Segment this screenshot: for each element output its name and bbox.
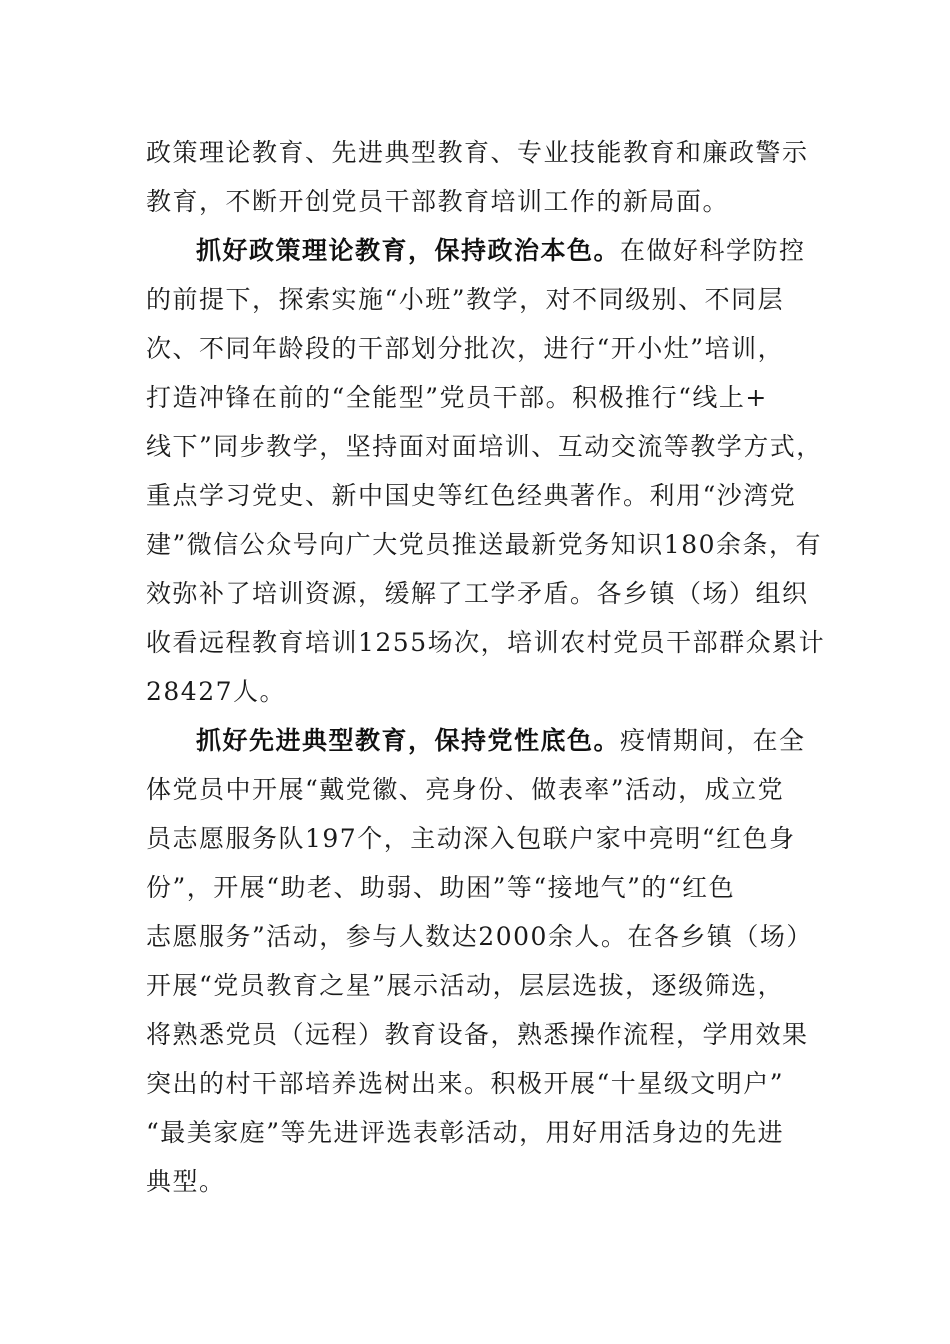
text-line: 开展“党员教育之星”展示活动，层层选拔，逐级筛选， bbox=[146, 971, 785, 1000]
text-span: 在做好科学防控 bbox=[620, 236, 806, 265]
text-line: 典型。 bbox=[146, 1167, 226, 1196]
text-line: 的前提下，探索实施“小班”教学，对不同级别、不同层 bbox=[146, 285, 785, 314]
text-line: 建”微信公众号向广大党员推送最新党务知识180余条，有 bbox=[146, 530, 823, 559]
text-line: 将熟悉党员（远程）教育设备，熟悉操作流程，学用效果 bbox=[146, 1020, 809, 1049]
paragraph-heading-line bbox=[196, 726, 806, 756]
text-line: 打造冲锋在前的“全能型”党员干部。积极推行“线上+ bbox=[146, 383, 768, 412]
paragraph-heading-line bbox=[196, 236, 806, 266]
text-line: 重点学习党史、新中国史等红色经典著作。利用“沙湾党 bbox=[146, 481, 797, 510]
paragraph-heading: 抓好先进典型教育，保持党性底色。 bbox=[196, 726, 621, 755]
text-line: 体党员中开展“戴党徽、亮身份、做表率”活动，成立党 bbox=[146, 775, 785, 804]
text-line: 线下”同步教学，坚持面对面培训、互动交流等教学方式， bbox=[146, 432, 823, 461]
text-line: 政策理论教育、先进典型教育、专业技能教育和廉政警示 bbox=[146, 138, 809, 167]
text-span: 疫情期间，在全 bbox=[620, 726, 806, 755]
text-line: 突出的村干部培养选树出来。积极开展“十星级文明户” bbox=[146, 1069, 785, 1098]
text-line: “最美家庭”等先进评选表彰活动，用好用活身边的先进 bbox=[146, 1118, 785, 1147]
text-line: 收看远程教育培训1255场次，培训农村党员干部群众累计 bbox=[146, 628, 826, 657]
text-line: 效弥补了培训资源，缓解了工学矛盾。各乡镇（场）组织 bbox=[146, 579, 809, 608]
paragraph-heading: 抓好政策理论教育，保持政治本色。 bbox=[196, 236, 621, 265]
text-line: 教育，不断开创党员干部教育培训工作的新局面。 bbox=[146, 187, 730, 216]
text-line: 次、不同年龄段的干部划分批次，进行“开小灶”培训， bbox=[146, 334, 785, 363]
text-line: 志愿服务”活动，参与人数达2000余人。在各乡镇（场） bbox=[146, 922, 813, 951]
text-line: 28427人。 bbox=[146, 677, 287, 706]
text-line: 员志愿服务队197个，主动深入包联户家中亮明“红色身 bbox=[146, 824, 796, 853]
text-line: 份”，开展“助老、助弱、助困”等“接地气”的“红色 bbox=[146, 873, 736, 902]
